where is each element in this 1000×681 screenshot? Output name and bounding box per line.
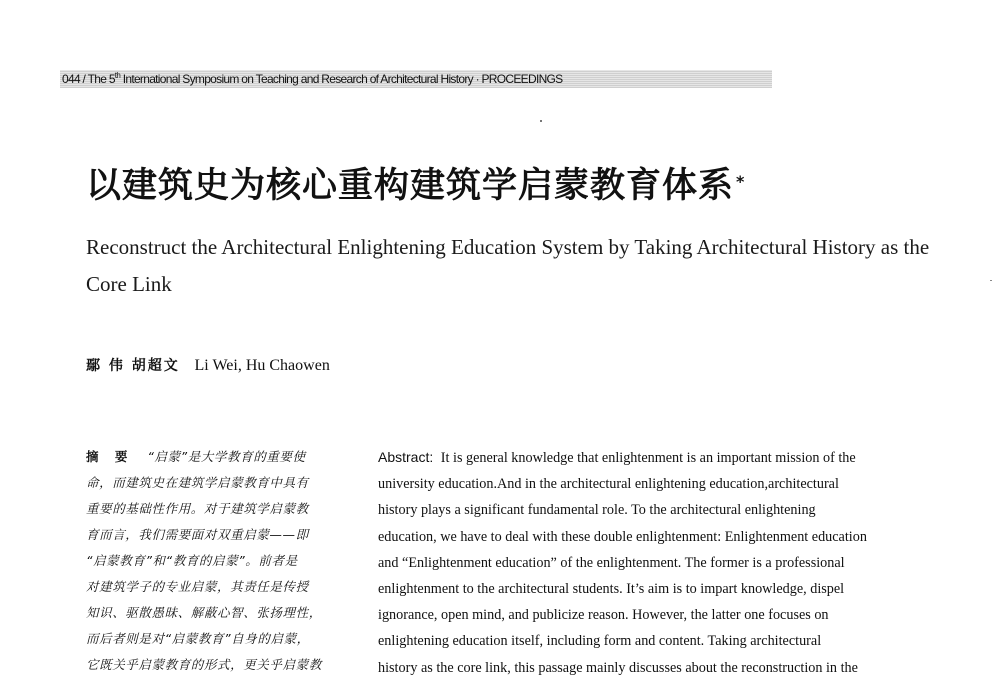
running-header (62, 71, 770, 87)
abstract-chinese-line: “启蒙教育”和“教育的启蒙”。前者是 (86, 553, 298, 568)
abstract-chinese-line-text: “启蒙”是大学教育的重要使 (147, 449, 306, 464)
running-header-rest: International Symposium on Teaching and Research of Architectural History · PROCEEDINGS (120, 72, 563, 86)
title-footnote-marker: * (736, 172, 746, 191)
title-chinese (86, 164, 806, 208)
abstract-chinese-label: 摘 要 (86, 449, 134, 464)
abstract-chinese-line (86, 444, 354, 470)
running-header-sup: th (114, 71, 121, 80)
abstract-chinese-line: 对建筑学子的专业启蒙，其责任是传授 (86, 579, 309, 594)
title-english: Reconstruct the Architectural Enlightening Education System by Taking Architectural History as the Core Link (86, 235, 930, 296)
abstract-english-label: Abstract: (378, 449, 434, 465)
authors-chinese: 鄢 伟 胡超文 (86, 358, 180, 374)
abstract-english-line-text: It is general knowledge that enlightenment is an important mission of the (440, 450, 856, 466)
abstract-english-line: enlightenment to the architectural students. It’s aim is to impart knowledge, dispel (378, 581, 845, 598)
abstract-english-line: history as the core link, this passage mainly discusses about the reconstruction in the (378, 659, 858, 676)
abstract-chinese-line: 而后者则是对“启蒙教育”自身的启蒙， (86, 631, 310, 646)
abstract-english-line: ignorance, open mind, and publicize reason. However, the latter one focuses on (378, 607, 829, 624)
abstract-english-line: enlightening education itself, including form and content. Taking architectural (378, 633, 822, 650)
abstract-english-line (378, 444, 930, 471)
title-chinese-text: 以建筑史为核心重构建筑学启蒙教育体系 (86, 166, 735, 206)
scan-speck (540, 120, 542, 122)
abstract-chinese-line: 育而言，我们需要面对双重启蒙——即 (86, 527, 309, 542)
abstract-english-line: history plays a significant fundamental role. To the architectural enlightening (378, 502, 816, 519)
abstract-english-line: education, we have to deal with these double enlightenment: Enlightenment education (378, 528, 867, 545)
authors-english: Li Wei, Hu Chaowen (194, 357, 330, 374)
abstract-chinese (86, 444, 354, 678)
abstract-english-line: university education.And in the architectural enlightening education,architectural (378, 476, 839, 493)
abstract-chinese-line: 它既关乎启蒙教育的形式，更关乎启蒙教 (86, 657, 322, 672)
authors (86, 354, 330, 377)
running-header-prefix: 044 / The 5 (62, 72, 115, 86)
abstract-english-line: and “Enlightenment education” of the enlightenment. The former is a professional (378, 554, 845, 571)
abstract-chinese-line: 重要的基础性作用。对于建筑学启蒙教 (86, 501, 309, 516)
abstract-chinese-line: 命，而建筑史在建筑学启蒙教育中具有 (86, 475, 309, 490)
abstract-chinese-line: 知识、驱散愚昧、解蔽心智、张扬理性， (86, 605, 322, 620)
scan-edge-mark (990, 280, 992, 281)
abstract-english (378, 444, 930, 681)
